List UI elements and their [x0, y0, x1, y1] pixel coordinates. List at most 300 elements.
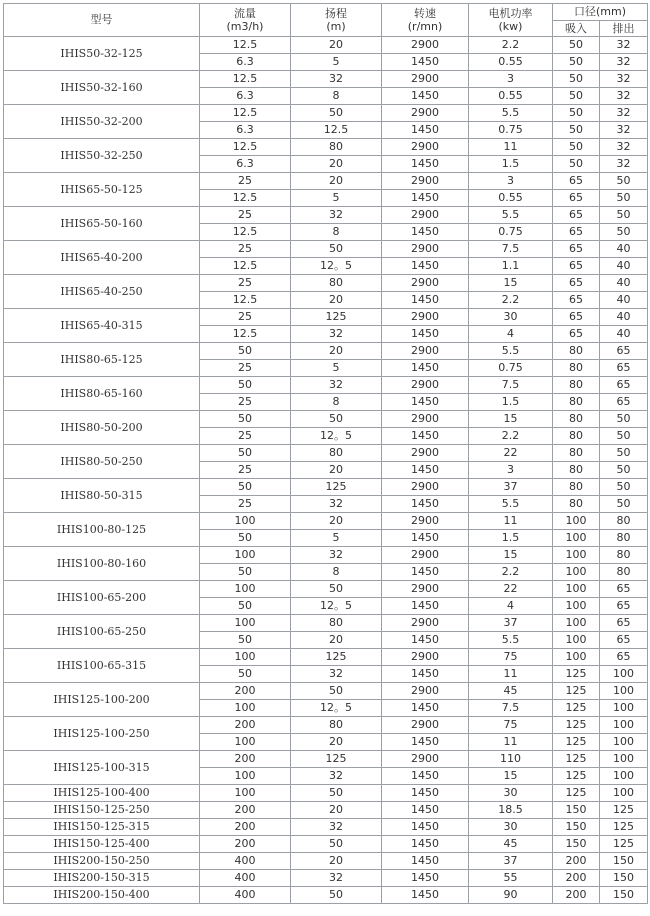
- power-cell: 1.5: [469, 530, 553, 547]
- model-cell: IHIS100-80-125: [4, 513, 200, 547]
- model-cell: IHIS100-80-160: [4, 547, 200, 581]
- head-cell: 50: [291, 836, 382, 853]
- power-cell: 5.5: [469, 343, 553, 360]
- outlet-cell: 40: [600, 292, 648, 309]
- outlet-cell: 150: [600, 887, 648, 904]
- model-cell: IHIS200-150-315: [4, 870, 200, 887]
- speed-cell: 2900: [382, 513, 469, 530]
- flow-cell: 25: [200, 360, 291, 377]
- head-cell: 50: [291, 105, 382, 122]
- head-cell: 20: [291, 632, 382, 649]
- power-cell: 5.5: [469, 496, 553, 513]
- inlet-cell: 125: [553, 700, 600, 717]
- flow-cell: 25: [200, 462, 291, 479]
- model-cell: IHIS125-100-400: [4, 785, 200, 802]
- power-cell: 2.2: [469, 428, 553, 445]
- flow-cell: 200: [200, 802, 291, 819]
- flow-cell: 12.5: [200, 224, 291, 241]
- flow-cell: 200: [200, 751, 291, 768]
- pump-spec-table-container: [3, 3, 648, 904]
- speed-cell: 1450: [382, 564, 469, 581]
- col-header-model: 型号: [4, 4, 200, 37]
- head-cell: 20: [291, 156, 382, 173]
- head-cell: 32: [291, 819, 382, 836]
- model-cell: IHIS80-65-125: [4, 343, 200, 377]
- power-cell: 1.1: [469, 258, 553, 275]
- head-cell: 12。5: [291, 598, 382, 615]
- head-cell: 50: [291, 887, 382, 904]
- flow-cell: 200: [200, 683, 291, 700]
- power-cell: 7.5: [469, 241, 553, 258]
- model-cell: IHIS80-50-200: [4, 411, 200, 445]
- inlet-cell: 80: [553, 428, 600, 445]
- power-cell: 90: [469, 887, 553, 904]
- inlet-cell: 125: [553, 683, 600, 700]
- head-cell: 32: [291, 496, 382, 513]
- outlet-cell: 80: [600, 530, 648, 547]
- inlet-cell: 50: [553, 122, 600, 139]
- speed-cell: 2900: [382, 139, 469, 156]
- head-cell: 50: [291, 241, 382, 258]
- outlet-cell: 65: [600, 581, 648, 598]
- flow-cell: 50: [200, 598, 291, 615]
- power-cell: 0.75: [469, 360, 553, 377]
- power-cell: 37: [469, 479, 553, 496]
- outlet-cell: 32: [600, 139, 648, 156]
- head-cell: 80: [291, 139, 382, 156]
- inlet-cell: 65: [553, 190, 600, 207]
- power-cell: 15: [469, 411, 553, 428]
- speed-unit: (r/mn): [407, 20, 443, 33]
- model-cell: IHIS200-150-250: [4, 853, 200, 870]
- flow-unit: (m3/h): [226, 20, 264, 33]
- table-row: [4, 819, 648, 836]
- table-row: [4, 683, 648, 700]
- head-cell: 125: [291, 649, 382, 666]
- model-cell: IHIS50-32-125: [4, 37, 200, 71]
- inlet-cell: 150: [553, 819, 600, 836]
- flow-cell: 50: [200, 377, 291, 394]
- outlet-cell: 65: [600, 377, 648, 394]
- inlet-cell: 80: [553, 496, 600, 513]
- head-cell: 50: [291, 785, 382, 802]
- outlet-cell: 100: [600, 717, 648, 734]
- power-cell: 11: [469, 734, 553, 751]
- flow-cell: 400: [200, 887, 291, 904]
- flow-cell: 25: [200, 394, 291, 411]
- flow-cell: 25: [200, 496, 291, 513]
- flow-cell: 12.5: [200, 139, 291, 156]
- head-cell: 8: [291, 88, 382, 105]
- outlet-cell: 40: [600, 309, 648, 326]
- power-cell: 37: [469, 615, 553, 632]
- speed-cell: 1450: [382, 462, 469, 479]
- power-cell: 75: [469, 717, 553, 734]
- model-cell: IHIS80-65-160: [4, 377, 200, 411]
- inlet-cell: 65: [553, 241, 600, 258]
- speed-cell: 1450: [382, 360, 469, 377]
- power-cell: 5.5: [469, 105, 553, 122]
- head-cell: 12。5: [291, 700, 382, 717]
- model-cell: IHIS150-125-400: [4, 836, 200, 853]
- head-cell: 20: [291, 343, 382, 360]
- head-cell: 20: [291, 853, 382, 870]
- col-header-flow: [200, 4, 291, 37]
- power-cell: 11: [469, 666, 553, 683]
- inlet-cell: 65: [553, 224, 600, 241]
- table-row: [4, 615, 648, 632]
- table-row: [4, 445, 648, 462]
- flow-cell: 50: [200, 564, 291, 581]
- flow-cell: 400: [200, 853, 291, 870]
- head-cell: 20: [291, 513, 382, 530]
- head-cell: 8: [291, 224, 382, 241]
- inlet-cell: 80: [553, 394, 600, 411]
- outlet-cell: 32: [600, 88, 648, 105]
- model-cell: IHIS50-32-200: [4, 105, 200, 139]
- power-cell: 15: [469, 547, 553, 564]
- speed-cell: 2900: [382, 547, 469, 564]
- table-row: [4, 105, 648, 122]
- flow-cell: 12.5: [200, 105, 291, 122]
- outlet-cell: 65: [600, 649, 648, 666]
- table-row: [4, 751, 648, 768]
- head-cell: 32: [291, 768, 382, 785]
- speed-cell: 1450: [382, 190, 469, 207]
- inlet-cell: 50: [553, 156, 600, 173]
- speed-cell: 1450: [382, 54, 469, 71]
- flow-cell: 200: [200, 717, 291, 734]
- inlet-cell: 125: [553, 768, 600, 785]
- inlet-cell: 80: [553, 479, 600, 496]
- head-label: 扬程: [325, 7, 347, 20]
- head-cell: 32: [291, 547, 382, 564]
- table-row: [4, 785, 648, 802]
- speed-cell: 2900: [382, 309, 469, 326]
- inlet-cell: 125: [553, 717, 600, 734]
- flow-cell: 50: [200, 445, 291, 462]
- flow-cell: 6.3: [200, 88, 291, 105]
- power-cell: 0.75: [469, 224, 553, 241]
- outlet-cell: 100: [600, 683, 648, 700]
- speed-cell: 1450: [382, 887, 469, 904]
- head-cell: 5: [291, 360, 382, 377]
- flow-cell: 50: [200, 632, 291, 649]
- flow-cell: 12.5: [200, 190, 291, 207]
- inlet-cell: 200: [553, 853, 600, 870]
- col-header-power: [469, 4, 553, 37]
- power-cell: 4: [469, 326, 553, 343]
- power-cell: 3: [469, 71, 553, 88]
- speed-cell: 1450: [382, 666, 469, 683]
- power-cell: 2.2: [469, 292, 553, 309]
- flow-cell: 100: [200, 581, 291, 598]
- flow-cell: 25: [200, 309, 291, 326]
- head-cell: 20: [291, 292, 382, 309]
- speed-cell: 2900: [382, 343, 469, 360]
- flow-cell: 12.5: [200, 37, 291, 54]
- flow-cell: 50: [200, 666, 291, 683]
- power-cell: 7.5: [469, 700, 553, 717]
- col-header-diameter: 口径(mm): [553, 4, 648, 21]
- inlet-cell: 80: [553, 445, 600, 462]
- inlet-cell: 65: [553, 309, 600, 326]
- model-cell: IHIS80-50-315: [4, 479, 200, 513]
- model-cell: IHIS125-100-200: [4, 683, 200, 717]
- power-cell: 30: [469, 309, 553, 326]
- power-cell: 55: [469, 870, 553, 887]
- outlet-cell: 40: [600, 326, 648, 343]
- power-cell: 2.2: [469, 564, 553, 581]
- flow-cell: 12.5: [200, 258, 291, 275]
- power-cell: 0.55: [469, 190, 553, 207]
- outlet-cell: 32: [600, 71, 648, 88]
- outlet-cell: 50: [600, 224, 648, 241]
- speed-label: 转速: [414, 7, 436, 20]
- head-cell: 80: [291, 717, 382, 734]
- head-cell: 32: [291, 326, 382, 343]
- outlet-cell: 40: [600, 241, 648, 258]
- inlet-cell: 80: [553, 411, 600, 428]
- outlet-cell: 65: [600, 598, 648, 615]
- head-cell: 50: [291, 411, 382, 428]
- inlet-cell: 125: [553, 734, 600, 751]
- inlet-cell: 80: [553, 360, 600, 377]
- head-cell: 32: [291, 377, 382, 394]
- power-cell: 3: [469, 462, 553, 479]
- table-row: [4, 802, 648, 819]
- model-cell: IHIS50-32-160: [4, 71, 200, 105]
- flow-cell: 100: [200, 615, 291, 632]
- head-cell: 5: [291, 530, 382, 547]
- outlet-cell: 80: [600, 564, 648, 581]
- inlet-cell: 65: [553, 207, 600, 224]
- flow-cell: 12.5: [200, 292, 291, 309]
- outlet-cell: 100: [600, 768, 648, 785]
- speed-cell: 1450: [382, 700, 469, 717]
- head-cell: 8: [291, 564, 382, 581]
- col-header-head: [291, 4, 382, 37]
- power-cell: 11: [469, 139, 553, 156]
- speed-cell: 2900: [382, 717, 469, 734]
- outlet-cell: 50: [600, 411, 648, 428]
- inlet-cell: 100: [553, 649, 600, 666]
- pump-spec-table: [3, 3, 648, 904]
- outlet-cell: 50: [600, 462, 648, 479]
- outlet-cell: 125: [600, 819, 648, 836]
- speed-cell: 2900: [382, 479, 469, 496]
- inlet-cell: 65: [553, 258, 600, 275]
- speed-cell: 1450: [382, 802, 469, 819]
- power-cell: 18.5: [469, 802, 553, 819]
- head-cell: 50: [291, 581, 382, 598]
- speed-cell: 1450: [382, 530, 469, 547]
- table-row: [4, 173, 648, 190]
- model-cell: IHIS65-40-315: [4, 309, 200, 343]
- head-cell: 20: [291, 802, 382, 819]
- outlet-cell: 32: [600, 156, 648, 173]
- inlet-cell: 80: [553, 377, 600, 394]
- speed-cell: 1450: [382, 734, 469, 751]
- flow-cell: 12.5: [200, 326, 291, 343]
- outlet-cell: 100: [600, 785, 648, 802]
- outlet-cell: 150: [600, 853, 648, 870]
- speed-cell: 2900: [382, 683, 469, 700]
- speed-cell: 2900: [382, 71, 469, 88]
- speed-cell: 1450: [382, 870, 469, 887]
- col-header-speed: [382, 4, 469, 37]
- outlet-cell: 40: [600, 275, 648, 292]
- power-cell: 110: [469, 751, 553, 768]
- head-cell: 20: [291, 462, 382, 479]
- flow-label: 流量: [234, 7, 256, 20]
- col-header-outlet: 排出: [600, 21, 648, 37]
- table-row: [4, 581, 648, 598]
- head-cell: 20: [291, 734, 382, 751]
- speed-cell: 1450: [382, 785, 469, 802]
- model-cell: IHIS100-65-250: [4, 615, 200, 649]
- model-cell: IHIS65-50-125: [4, 173, 200, 207]
- flow-cell: 200: [200, 836, 291, 853]
- inlet-cell: 200: [553, 887, 600, 904]
- speed-cell: 1450: [382, 853, 469, 870]
- inlet-cell: 125: [553, 785, 600, 802]
- power-cell: 37: [469, 853, 553, 870]
- outlet-cell: 32: [600, 37, 648, 54]
- table-row: [4, 37, 648, 54]
- model-cell: IHIS125-100-250: [4, 717, 200, 751]
- speed-cell: 2900: [382, 173, 469, 190]
- inlet-cell: 65: [553, 173, 600, 190]
- speed-cell: 2900: [382, 275, 469, 292]
- power-cell: 0.75: [469, 122, 553, 139]
- speed-cell: 1450: [382, 292, 469, 309]
- table-row: [4, 275, 648, 292]
- inlet-cell: 50: [553, 54, 600, 71]
- inlet-cell: 125: [553, 751, 600, 768]
- head-cell: 125: [291, 479, 382, 496]
- power-cell: 5.5: [469, 632, 553, 649]
- head-cell: 125: [291, 309, 382, 326]
- table-row: [4, 207, 648, 224]
- inlet-cell: 65: [553, 275, 600, 292]
- table-row: [4, 513, 648, 530]
- flow-cell: 25: [200, 428, 291, 445]
- head-unit: (m): [326, 20, 346, 33]
- outlet-cell: 65: [600, 343, 648, 360]
- inlet-cell: 150: [553, 802, 600, 819]
- outlet-cell: 80: [600, 547, 648, 564]
- speed-cell: 2900: [382, 445, 469, 462]
- head-cell: 5: [291, 190, 382, 207]
- inlet-cell: 100: [553, 615, 600, 632]
- head-cell: 8: [291, 394, 382, 411]
- outlet-cell: 65: [600, 615, 648, 632]
- speed-cell: 1450: [382, 258, 469, 275]
- flow-cell: 6.3: [200, 156, 291, 173]
- inlet-cell: 100: [553, 513, 600, 530]
- outlet-cell: 50: [600, 190, 648, 207]
- table-row: [4, 343, 648, 360]
- speed-cell: 1450: [382, 428, 469, 445]
- inlet-cell: 50: [553, 88, 600, 105]
- power-cell: 0.55: [469, 88, 553, 105]
- speed-cell: 2900: [382, 105, 469, 122]
- speed-cell: 2900: [382, 377, 469, 394]
- inlet-cell: 100: [553, 632, 600, 649]
- flow-cell: 6.3: [200, 122, 291, 139]
- power-cell: 1.5: [469, 394, 553, 411]
- flow-cell: 50: [200, 479, 291, 496]
- power-cell: 2.2: [469, 37, 553, 54]
- model-cell: IHIS65-50-160: [4, 207, 200, 241]
- speed-cell: 2900: [382, 615, 469, 632]
- table-row: [4, 836, 648, 853]
- model-cell: IHIS80-50-250: [4, 445, 200, 479]
- power-cell: 3: [469, 173, 553, 190]
- table-row: [4, 547, 648, 564]
- flow-cell: 50: [200, 343, 291, 360]
- table-row: [4, 71, 648, 88]
- table-body: [4, 37, 648, 904]
- flow-cell: 25: [200, 207, 291, 224]
- model-cell: IHIS65-40-200: [4, 241, 200, 275]
- power-cell: 5.5: [469, 207, 553, 224]
- head-cell: 32: [291, 666, 382, 683]
- speed-cell: 1450: [382, 326, 469, 343]
- table-row: [4, 717, 648, 734]
- inlet-cell: 200: [553, 870, 600, 887]
- outlet-cell: 150: [600, 870, 648, 887]
- head-cell: 50: [291, 683, 382, 700]
- speed-cell: 2900: [382, 207, 469, 224]
- flow-cell: 100: [200, 785, 291, 802]
- flow-cell: 100: [200, 547, 291, 564]
- outlet-cell: 65: [600, 632, 648, 649]
- flow-cell: 100: [200, 513, 291, 530]
- inlet-cell: 100: [553, 564, 600, 581]
- power-cell: 30: [469, 785, 553, 802]
- inlet-cell: 50: [553, 71, 600, 88]
- outlet-cell: 125: [600, 802, 648, 819]
- power-cell: 22: [469, 581, 553, 598]
- speed-cell: 1450: [382, 836, 469, 853]
- flow-cell: 12.5: [200, 71, 291, 88]
- inlet-cell: 125: [553, 666, 600, 683]
- power-cell: 75: [469, 649, 553, 666]
- power-unit: (kw): [498, 20, 523, 33]
- head-cell: 5: [291, 54, 382, 71]
- inlet-cell: 100: [553, 547, 600, 564]
- inlet-cell: 80: [553, 462, 600, 479]
- model-cell: IHIS200-150-400: [4, 887, 200, 904]
- model-cell: IHIS50-32-250: [4, 139, 200, 173]
- inlet-cell: 100: [553, 598, 600, 615]
- speed-cell: 1450: [382, 632, 469, 649]
- outlet-cell: 32: [600, 54, 648, 71]
- model-cell: IHIS65-40-250: [4, 275, 200, 309]
- inlet-cell: 100: [553, 530, 600, 547]
- power-label: 电机功率: [488, 7, 533, 20]
- table-row: [4, 887, 648, 904]
- speed-cell: 2900: [382, 649, 469, 666]
- outlet-cell: 50: [600, 428, 648, 445]
- speed-cell: 1450: [382, 156, 469, 173]
- speed-cell: 1450: [382, 496, 469, 513]
- speed-cell: 2900: [382, 411, 469, 428]
- flow-cell: 100: [200, 649, 291, 666]
- speed-cell: 1450: [382, 819, 469, 836]
